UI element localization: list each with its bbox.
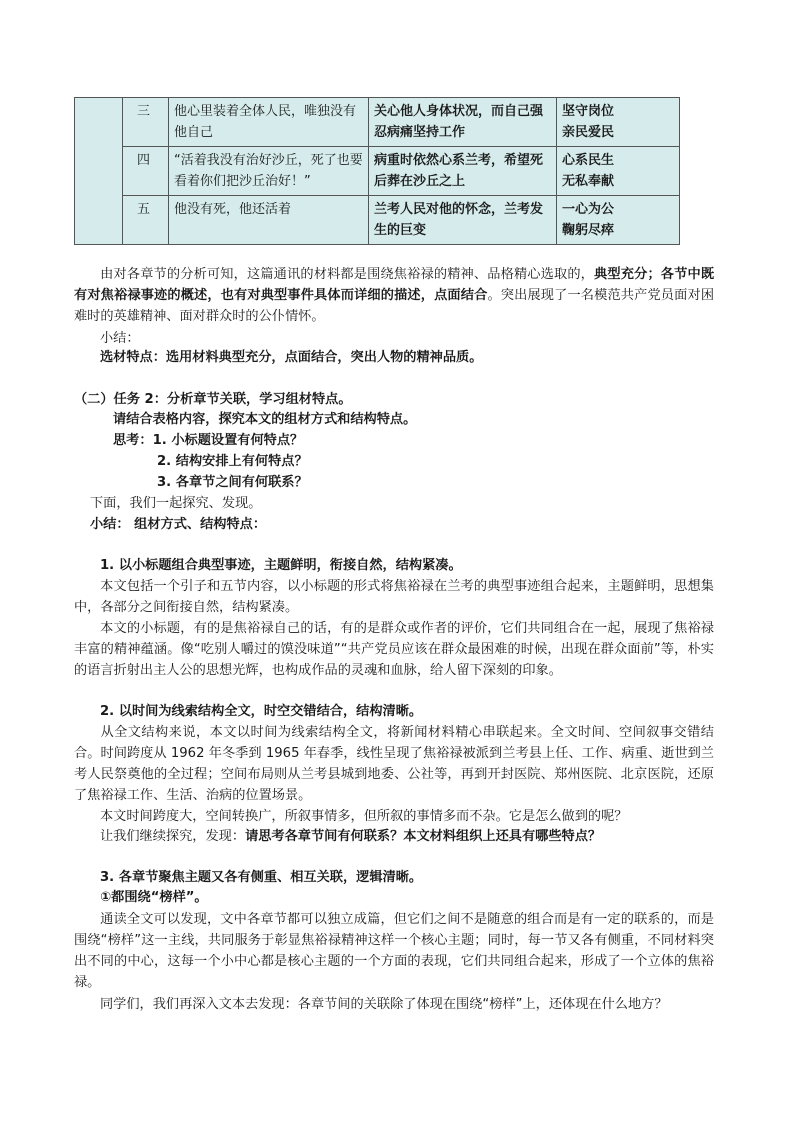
summary-label: 小结：: [100, 331, 140, 346]
summary-text: 选材特点：选用材料典型充分，点面结合，突出人物的精神品质。: [100, 350, 483, 365]
point1-heading: 1. 以小标题组合典型事迹，主题鲜明，衔接自然，结构紧凑。: [100, 558, 462, 573]
point3-paragraph-2: [74, 994, 714, 1015]
chapter-content: 兰考人民对他的怀念，兰考发生的巨变: [369, 196, 557, 245]
chapter-title: “活着我没有治好沙丘，死了也要看着你们把沙丘治好！”: [169, 147, 369, 196]
chapter-number: 三: [123, 98, 169, 147]
point1-paragraph-1: [74, 576, 714, 618]
paragraph-text: 让我们继续探究，发现：: [100, 829, 246, 844]
point3-heading: 3. 各章节聚焦主题又各有侧重、相互关联，逻辑清晰。: [100, 870, 423, 885]
analysis-bold: 对焦裕禄事迹的概述，也有对典型事件具体而详细的描述，点面结合: [87, 288, 488, 303]
question-1: 1. 小标题设置有何特点？: [152, 433, 304, 448]
table-merged-cell: [75, 98, 123, 245]
paragraph-text: 本文的小标题，有的是焦裕禄自己的话，有的是群众或作者的评价，它们共同组合在一起，展现了焦裕禄丰富的精神蕴涵。像“吃别人嚼过的馍没味道”“共产党员应该在群众最困难的时候，出现在群众面前”等，朴实的语言折射出主人公的思想光辉，也构成作品的灵魂和血脉，给人留下深刻的印象。: [74, 621, 714, 678]
table-row: [75, 196, 680, 245]
table-row: [75, 147, 680, 196]
chapter-content: 关心他人身体状况，而自己强忍病痛坚持工作: [369, 98, 557, 147]
paragraph-text: 同学们，我们再深入文本去发现：各章节间的关联除了体现在围绕“榜样”上，还体现在什么地方？: [100, 997, 668, 1012]
paragraph-text: 通读全文可以发现，文中各章节都可以独立成篇，但它们之间不是随意的组合而是有一定的联系的，而是围绕“榜样”这一主线，共同服务于彰显焦裕禄精神这样一个核心主题；同时，每一节又各有侧重，不同材料突出不同的中心，这每一个小中心都是核心主题的一个方面的表现，它们共同组合起来，形成了一个立体的焦裕禄。: [74, 912, 714, 990]
analysis-text: 。突出展现了一名模范共产党员面对困难时的英雄精神、面对群众时的公仆情怀。: [74, 288, 715, 324]
point3-subheading: ①都围绕“榜样”。: [100, 890, 208, 905]
paragraph-text: 本文时间跨度大，空间转换广，所叙事情多，但所叙的事情多而不杂。它是怎么做到的呢？: [100, 809, 628, 824]
point2-paragraph-2: [74, 806, 714, 827]
question-3: 3. 各章节之间有何联系？: [157, 475, 308, 490]
chapter-number: 五: [123, 196, 169, 245]
task2-instruction: 请结合表格内容，探究本文的组材方式和结构特点。: [113, 412, 417, 427]
chapter-number: 四: [123, 147, 169, 196]
task2-heading: （二）任务 2：分析章节关联，学习组材特点。: [74, 392, 352, 407]
chapter-title: 他心里装着全体人民，唯独没有他自己: [169, 98, 369, 147]
task2-summary: 小结： 组材方式、结构特点：: [90, 517, 267, 532]
analysis-bold: 典型充分: [594, 267, 648, 282]
point2-paragraph-3: [100, 827, 601, 847]
chapter-spirit: 心系民生 无私奉献: [557, 147, 680, 196]
question-2: 2. 结构安排上有何特点？: [157, 454, 308, 469]
chapter-title: 他没有死，他还活着: [169, 196, 369, 245]
point3-paragraph-1: [74, 909, 714, 993]
analysis-paragraph: [74, 264, 714, 327]
chapter-spirit: 一心为公 鞠躬尽瘁: [557, 196, 680, 245]
point2-heading: 2. 以时间为线索结构全文，时空交错结合，结构清晰。: [100, 704, 423, 719]
chapter-content: 病重时依然心系兰考，希望死后葬在沙丘之上: [369, 147, 557, 196]
chapter-analysis-table: [74, 97, 680, 245]
think-label: 思考：: [113, 433, 153, 448]
think-block: [113, 431, 303, 451]
paragraph-bold: 请思考各章节间有何联系？本文材料组织上还具有哪些特点？: [245, 829, 602, 844]
task2-intro: 下面，我们一起探究、发现。: [90, 496, 262, 511]
table-row: [75, 98, 680, 147]
point1-paragraph-2: [74, 618, 714, 681]
chapter-spirit: 坚守岗位 亲民爱民: [557, 98, 680, 147]
point2-paragraph-1: [74, 722, 714, 806]
analysis-text: 由对各章节的分析可知，这篇通讯的材料都是围绕焦裕禄的精神、品格精心选取的，: [100, 267, 595, 282]
paragraph-text: 从全文结构来说，本文以时间为线索结构全文，将新闻材料精心串联起来。全文时间、空间叙事交错结合。时间跨度从 1962 年冬季到 1965 年春季，线性呈现了焦裕禄被派到兰考县上任、工作、病重、逝世到兰考人民祭奠他的全过程；空间布局则从兰考县城到地委、公社等，再到开封医院、郑州医院、北京医院，还原了焦裕禄工作、生活、治病的位置场景。: [74, 725, 714, 803]
analysis-bold: ；各节中既有: [74, 267, 715, 303]
paragraph-text: 本文包括一个引子和五节内容，以小标题的形式将焦裕禄在兰考的典型事迹组合起来，主题鲜明，思想集中，各部分之间衔接自然，结构紧凑。: [74, 579, 714, 615]
